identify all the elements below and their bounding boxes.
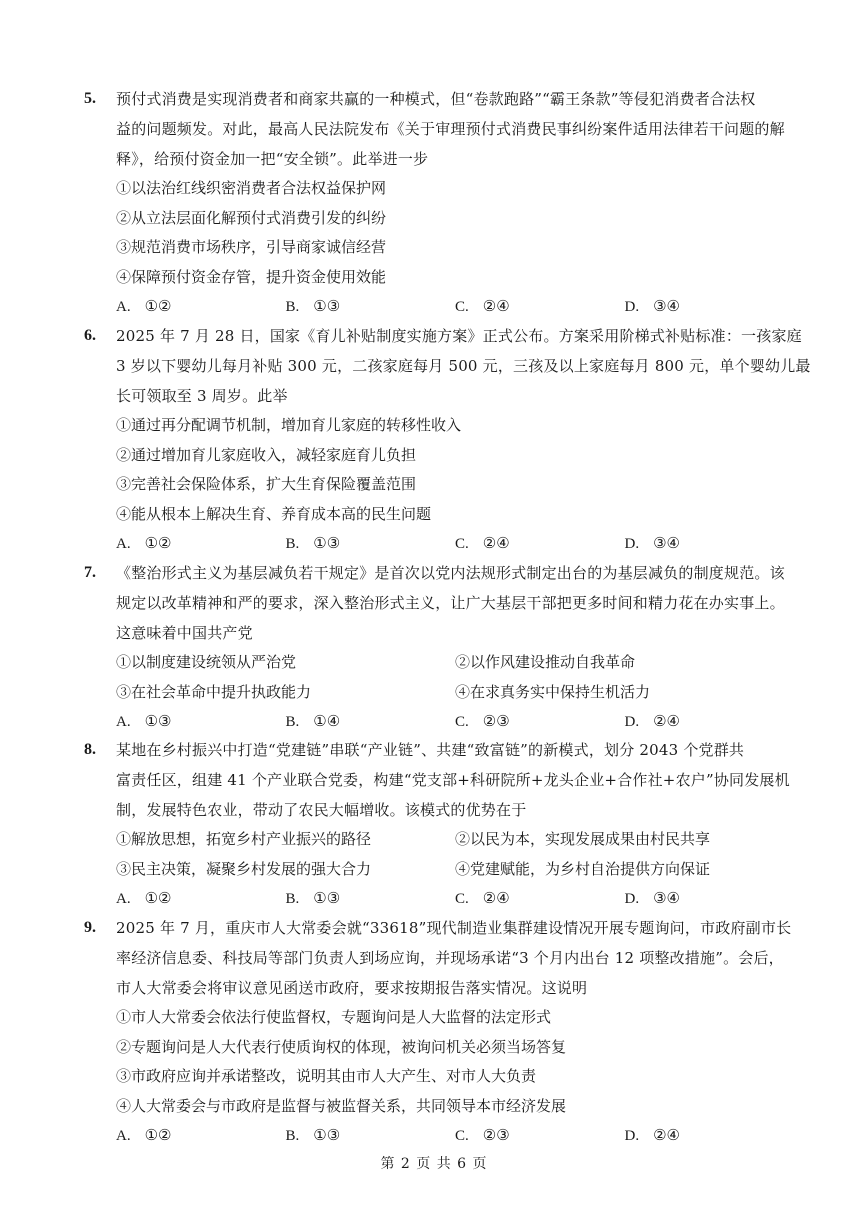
answer-choices <box>116 292 794 323</box>
question-6 <box>84 321 811 560</box>
statement-3: ③民主决策，凝聚乡村发展的强大合力 <box>116 859 372 878</box>
statement-1: ①解放思想，拓宽乡村产业振兴的路径 <box>116 830 372 848</box>
answer-choices <box>116 707 794 738</box>
stem-line: 这意味着中国共产党 <box>116 624 253 642</box>
answer-a: A. ①② <box>116 297 172 315</box>
question-number: 7. <box>84 564 96 581</box>
answer-choices <box>116 529 794 560</box>
answer-c: C. ②③ <box>455 712 510 730</box>
stem-line: 益的问题频发。对此，最高人民法院发布《关于审理预付式消费民事纠纷案件适用法律若干问题的解 <box>116 120 785 138</box>
question-stem <box>116 84 794 174</box>
statement-list <box>116 174 794 292</box>
question-stem <box>116 735 794 825</box>
statement-2: ②从立法层面化解预付式消费引发的纠纷 <box>116 208 387 227</box>
statement-4: ④在求真务实中保持生机活力 <box>455 682 651 701</box>
stem-line: 市人大常委会将审议意见函送市政府，要求按期报告落实情况。这说明 <box>116 979 588 997</box>
question-5 <box>84 84 794 323</box>
question-number: 8. <box>84 741 96 758</box>
answer-a: A. ①② <box>116 534 172 552</box>
stem-line: 率经济信息委、科技局等部门负责人到场应询，并现场承诺“3 个月内出台 12 项整改措施”。会后， <box>116 949 784 967</box>
stem-line: 富责任区，组建 41 个产业联合党委，构建“党支部+科研院所+龙头企业+合作社+农户”协同发展机 <box>116 771 790 789</box>
answer-a: A. ①③ <box>116 712 172 730</box>
stem-line: 《整治形式主义为基层减负若干规定》是首次以党内法规形式制定出台的为基层减负的制度规范。该 <box>116 564 785 582</box>
question-number: 6. <box>84 327 96 344</box>
stem-line: 制，发展特色农业，带动了农民大幅增收。该模式的优势在于 <box>116 801 527 819</box>
statement-3: ③完善社会保险体系，扩大生育保险覆盖范围 <box>116 475 417 493</box>
answer-d: D. ②④ <box>624 1126 680 1144</box>
question-8 <box>84 735 794 915</box>
answer-b: B. ①③ <box>285 889 341 907</box>
answer-c: C. ②③ <box>455 1126 510 1144</box>
answer-choices <box>116 1121 794 1152</box>
answer-b: B. ①③ <box>285 297 341 315</box>
answer-d: D. ③④ <box>624 297 680 315</box>
statement-4: ④保障预付资金存管，提升资金使用效能 <box>116 267 387 286</box>
stem-line: 3 岁以下婴幼儿每月补贴 300 元，二孩家庭每月 500 元，三孩及以上家庭每月 800 元，单个婴幼儿最 <box>116 357 811 375</box>
question-stem <box>116 913 794 1003</box>
statement-list <box>116 825 794 884</box>
statement-4: ④党建赋能，为乡村自治提供方向保证 <box>455 859 711 878</box>
question-9 <box>84 913 794 1152</box>
statement-3: ③市政府应询并承诺整改，说明其由市人大产生、对市人大负责 <box>116 1067 537 1085</box>
question-number: 5. <box>84 90 96 107</box>
question-number: 9. <box>84 919 96 936</box>
stem-line: 规定以改革精神和严的要求，深入整治形式主义，让广大基层干部把更多时间和精力花在办实事上。 <box>116 594 785 612</box>
page-footer: 第 2 页 共 6 页 <box>380 1156 488 1172</box>
answer-b: B. ①③ <box>285 534 341 552</box>
statement-3: ③规范消费市场秩序，引导商家诚信经营 <box>116 238 387 256</box>
question-stem <box>116 321 811 411</box>
question-stem <box>116 558 794 648</box>
statement-1: ①以法治红线织密消费者合法权益保护网 <box>116 179 387 197</box>
statement-4: ④能从根本上解决生育、养育成本高的民生问题 <box>116 504 432 523</box>
answer-c: C. ②④ <box>455 889 510 907</box>
answer-choices <box>116 884 794 915</box>
stem-line: 某地在乡村振兴中打造“党建链”串联“产业链”、共建“致富链”的新模式，划分 2043 个党群共 <box>116 741 745 759</box>
answer-c: C. ②④ <box>455 534 510 552</box>
answer-a: A. ①② <box>116 889 172 907</box>
stem-line: 长可领取至 3 周岁。此举 <box>116 387 288 405</box>
statement-2: ②以作风建设推动自我革命 <box>455 653 636 671</box>
answer-d: D. ②④ <box>624 712 680 730</box>
answer-b: B. ①④ <box>285 712 341 730</box>
statement-3: ③在社会革命中提升执政能力 <box>116 682 312 701</box>
answer-d: D. ③④ <box>624 534 680 552</box>
statement-2: ②专题询问是人大代表行使质询权的体现，被询问机关必须当场答复 <box>116 1037 567 1056</box>
statement-list <box>116 648 794 707</box>
statement-2: ②以民为本，实现发展成果由村民共享 <box>455 830 711 848</box>
statement-1: ①以制度建设统领从严治党 <box>116 653 297 671</box>
statement-2: ②通过增加育儿家庭收入，减轻家庭育儿负担 <box>116 445 417 464</box>
question-7 <box>84 558 794 738</box>
answer-d: D. ③④ <box>624 889 680 907</box>
answer-a: A. ①② <box>116 1126 172 1144</box>
stem-line: 预付式消费是实现消费者和商家共赢的一种模式，但“卷款跑路”“霸王条款”等侵犯消费者合法权 <box>116 90 756 108</box>
answer-b: B. ①③ <box>285 1126 341 1144</box>
stem-line: 2025 年 7 月，重庆市人大常委会就“33618”现代制造业集群建设情况开展专题询问，市政府副市长 <box>116 919 792 937</box>
statement-list <box>116 411 794 529</box>
stem-line: 2025 年 7 月 28 日，国家《育儿补贴制度实施方案》正式公布。方案采用阶梯式补贴标准：一孩家庭 <box>116 327 802 345</box>
statement-1: ①通过再分配调节机制，增加育儿家庭的转移性收入 <box>116 416 462 434</box>
answer-c: C. ②④ <box>455 297 510 315</box>
statement-4: ④人大常委会与市政府是监督与被监督关系，共同领导本市经济发展 <box>116 1096 567 1115</box>
statement-list <box>116 1003 794 1121</box>
stem-line: 释》，给预付资金加一把“安全锁”。此举进一步 <box>116 150 429 168</box>
statement-1: ①市人大常委会依法行使监督权，专题询问是人大监督的法定形式 <box>116 1008 552 1026</box>
